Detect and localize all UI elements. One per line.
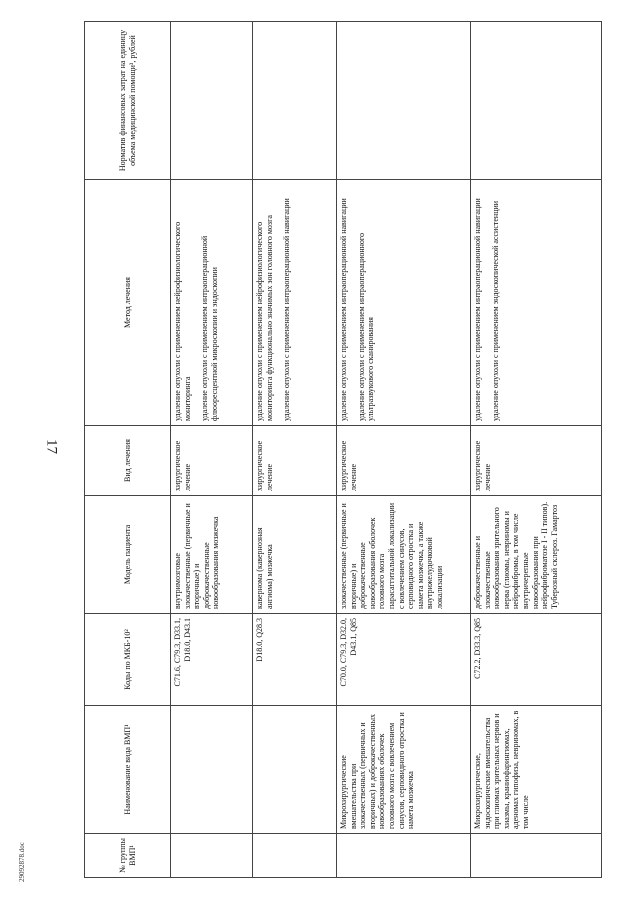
method-item: удаление опухоли с применением интраоперационной навигации	[282, 198, 292, 421]
cell-method	[171, 180, 253, 426]
header-group: № группы ВМП¹	[85, 834, 171, 878]
rotated-page	[84, 22, 602, 878]
method-item: удаление опухоли с применением интраоперационной навигации	[473, 198, 482, 421]
cell-model: внутримозговые злокачественные (первичные и вторичные) и доброкачественные новообразования мозжечка	[171, 496, 253, 614]
document-id: 29092878.doc	[18, 842, 26, 882]
cell-type: хирургическое лечение	[471, 426, 602, 496]
method-item: удаление опухоли с применением эндоскопической ассистенции	[490, 200, 500, 421]
header-codes: Коды по МКБ-10²	[85, 614, 171, 706]
cell-group	[171, 834, 253, 878]
vmp-table	[84, 21, 602, 878]
cell-name: Микрохирургические вмешательства при злокачественных (первичных и вторичных) и доброкачественных новообразованиях оболочек головного мозга с вовлечением синусов, серповидного отростка и намета мозжечка	[337, 706, 471, 834]
page-number: 17	[43, 439, 60, 454]
cell-model: доброкачественные и злокачественные новообразования зрительного нерва (глиомы, невриномы и нейрофибромы, в том числе внутричерепные новообразования при нейрофиброматозе I - II типов). Туберозный склероз. Гамартоз	[471, 496, 602, 614]
cell-group	[471, 834, 602, 878]
table-header-row	[85, 22, 171, 878]
cell-model: кавернома (кавернозная ангиома) мозжечка	[253, 496, 337, 614]
cell-norm	[337, 22, 471, 180]
cell-norm	[471, 22, 602, 180]
cell-method	[337, 180, 471, 426]
cell-group	[337, 834, 471, 878]
table-row	[471, 22, 602, 878]
cell-name: Микрохирургические, эндоскопические вмешательства при глиомах зрительных нервов и хиазмы, краниофарингиомах, аденомах гипофиза, невриномах, в том числе	[471, 706, 602, 834]
cell-name	[171, 706, 253, 834]
table-row	[337, 22, 471, 878]
header-type: Вид лечения	[85, 426, 171, 496]
method-item: удаление опухоли с применением интраоперационной флюоресцентной микроскопии и эндоскопии	[200, 235, 219, 421]
cell-codes: C71.6, C79.3, D33.1, D18.0, D43.1	[171, 614, 253, 706]
cell-codes: C72.2, D33.3, Q85	[471, 614, 602, 706]
cell-type: хирургическое лечение	[337, 426, 471, 496]
cell-method	[471, 180, 602, 426]
method-item: удаление опухоли с применением интраоперационной навигации	[339, 198, 348, 421]
table-row	[171, 22, 253, 878]
cell-model: злокачественные (первичные и вторичные) и доброкачественные новообразования оболочек головного мозга парасаггитальной локализации с вовлечением синусов, серповидного отростка и намета мозжечка, а также внутрижелудочковой локализации	[337, 496, 471, 614]
cell-name	[253, 706, 337, 834]
cell-norm	[171, 22, 253, 180]
header-method: Метод лечения	[85, 180, 171, 426]
cell-group	[253, 834, 337, 878]
header-norm: Норматив финансовых затрат на единицу объема медицинской помощи³, рублей	[85, 22, 171, 180]
cell-codes: D18.0, Q28.3	[253, 614, 337, 706]
header-model: Модель пациента	[85, 496, 171, 614]
method-item: удаление опухоли с применением нейрофизиологического мониторинга	[173, 221, 192, 421]
cell-method	[253, 180, 337, 426]
method-item: удаление опухоли с применением интраоперационного ультразвукового сканирования	[356, 232, 376, 421]
cell-codes: C70.0, C79.3, D32.0, D43.1, Q85	[337, 614, 471, 706]
cell-type: хирургическое лечение	[171, 426, 253, 496]
header-name: Наименование вида ВМП¹	[85, 706, 171, 834]
table-row	[253, 22, 337, 878]
cell-norm	[253, 22, 337, 180]
cell-type: хирургическое лечение	[253, 426, 337, 496]
method-item: удаление опухоли с применением нейрофизиологического мониторинга функционально значимых зон головного мозга	[255, 215, 274, 421]
